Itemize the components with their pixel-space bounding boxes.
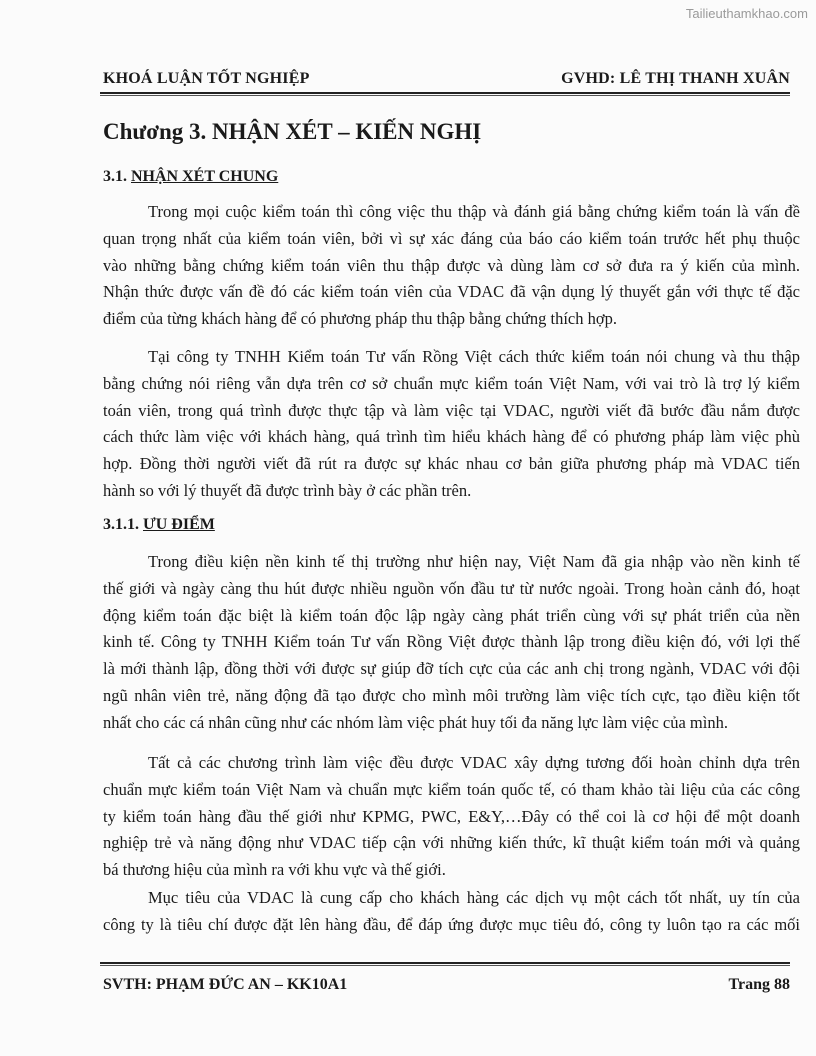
- header-right: GVHD: LÊ THỊ THANH XUÂN: [561, 70, 790, 87]
- section-title: NHẬN XÉT CHUNG: [131, 168, 279, 185]
- paragraph-4-line: ty kiểm toán hàng đầu thế giới như KPMG, PWC, E&Y,…Đây có thể coi là cơ hội để một doanh: [103, 806, 800, 826]
- paragraph-1-line: điểm của từng khách hàng để có phương pháp thu thập bằng chứng thích hợp.: [103, 309, 617, 329]
- paragraph-3-line: kinh tế. Công ty TNHH Kiểm toán Tư vấn Rồng Việt được thành lập trong điều kiện đó, với lợi thế: [103, 632, 800, 652]
- paragraph-5-line: Mục tiêu của VDAC là cung cấp cho khách hàng các dịch vụ một cách tốt nhất, uy tín của: [148, 888, 800, 907]
- paragraph-2-line: cách thức làm việc với khách hàng, quá trình tìm hiểu khách hàng để có phương pháp làm việc phù: [103, 427, 800, 447]
- section-number: 3.1.1.: [103, 516, 139, 533]
- page-number: Trang 88: [728, 976, 790, 993]
- paragraph-1-line: quan trọng nhất của kiểm toán viên, bởi vì sự xác đáng của báo cáo kiểm toán trước hết phụ thuộc: [103, 228, 800, 248]
- paragraph-3-line: động kiểm toán đặc biệt là kiểm toán độc lập ngày càng phát triển cùng với sự phát triển của nền: [103, 605, 800, 625]
- section-title: ƯU ĐIỂM: [143, 516, 215, 533]
- paragraph-1-line: vào những bằng chứng kiểm toán viên thu thập được và dùng làm cơ sở đưa ra ý kiến của mình.: [103, 255, 800, 275]
- paragraph-2-line: Tại công ty TNHH Kiểm toán Tư vấn Rồng Việt cách thức kiểm toán nói chung và thu thập: [148, 347, 800, 366]
- paragraph-1-line: Trong mọi cuộc kiểm toán thì công việc thu thập và đánh giá bằng chứng kiểm toán là vấn đề: [148, 202, 800, 221]
- paragraph-2-line: toán viên, trong quá trình được thực tập và làm việc tại VDAC, người viết đã bước đầu nắm được: [103, 400, 800, 420]
- paragraph-3-line: nhất cho các cá nhân cũng như các nhóm làm việc phát huy tối đa năng lực làm việc của mình.: [103, 712, 728, 732]
- paragraph-4-line: nghiệp trẻ và năng động như VDAC tiếp cận với những kiến thức, kĩ thuật kiểm toán mới và quảng: [103, 833, 800, 853]
- paragraph-4-line: bá thương hiệu của mình ra với khu vực và thế giới.: [103, 860, 446, 880]
- paragraph-3-line: thế giới và ngày càng thu hút được nhiều nguồn vốn đầu tư từ nước ngoài. Trong hoàn cảnh đó, hoạt: [103, 578, 800, 598]
- paragraph-2-line: hợp. Đồng thời người viết đã rút ra được sự khác nhau cơ bản giữa phương pháp mà VDAC tiến: [103, 454, 800, 474]
- paragraph-3-line: là mới thành lập, đồng thời với được sự giúp đỡ tích cực của các anh chị trong ngành, VDAC với đội: [103, 659, 800, 679]
- section-heading-3-1: [103, 168, 278, 186]
- paragraph-5-line: công ty là tiêu chí được đặt lên hàng đầu, để đáp ứng được mục tiêu đó, công ty luôn tạo ra các mối: [103, 914, 800, 934]
- watermark: Tailieuthamkhao.com: [685, 6, 808, 21]
- paragraph-4-line: Tất cả các chương trình làm việc đều được VDAC xây dựng tương đối hoàn chỉnh dựa trên: [148, 753, 800, 772]
- chapter-title: Chương 3. NHẬN XÉT – KIẾN NGHỊ: [103, 119, 482, 144]
- paragraph-2-line: hành so với lý thuyết đã được trình bày ở các phần trên.: [103, 481, 472, 500]
- header-rule: [100, 92, 790, 96]
- paragraph-2-line: bằng chứng nói riêng vẫn dựa trên cơ sở chuẩn mực kiểm toán Việt Nam, với vai trò là trợ lý kiểm: [103, 373, 800, 393]
- paragraph-3-line: Trong điều kiện nền kinh tế thị trường như hiện nay, Việt Nam đã gia nhập vào nền kinh tế: [148, 552, 800, 571]
- section-heading-3-1-1: [103, 516, 215, 534]
- section-number: 3.1.: [103, 168, 127, 185]
- paragraph-4-line: chuẩn mực kiểm toán Việt Nam và chuẩn mực kiểm toán quốc tế, có tham khảo tài liệu của các công: [103, 779, 800, 799]
- paragraph-1-line: Nhận thức được vấn đề đó các kiểm toán viên của VDAC đã vận dụng lý thuyết gắn với thực tế đặc: [103, 282, 800, 302]
- footer-left: SVTH: PHẠM ĐỨC AN – KK10A1: [103, 976, 348, 993]
- paragraph-3-line: ngũ nhân viên trẻ, năng động đã tạo được cho mình môi trường làm việc tích cực, tạo điều kiện tốt: [103, 686, 800, 705]
- header-left: KHOÁ LUẬN TỐT NGHIỆP: [103, 70, 310, 87]
- footer-rule: [100, 962, 790, 966]
